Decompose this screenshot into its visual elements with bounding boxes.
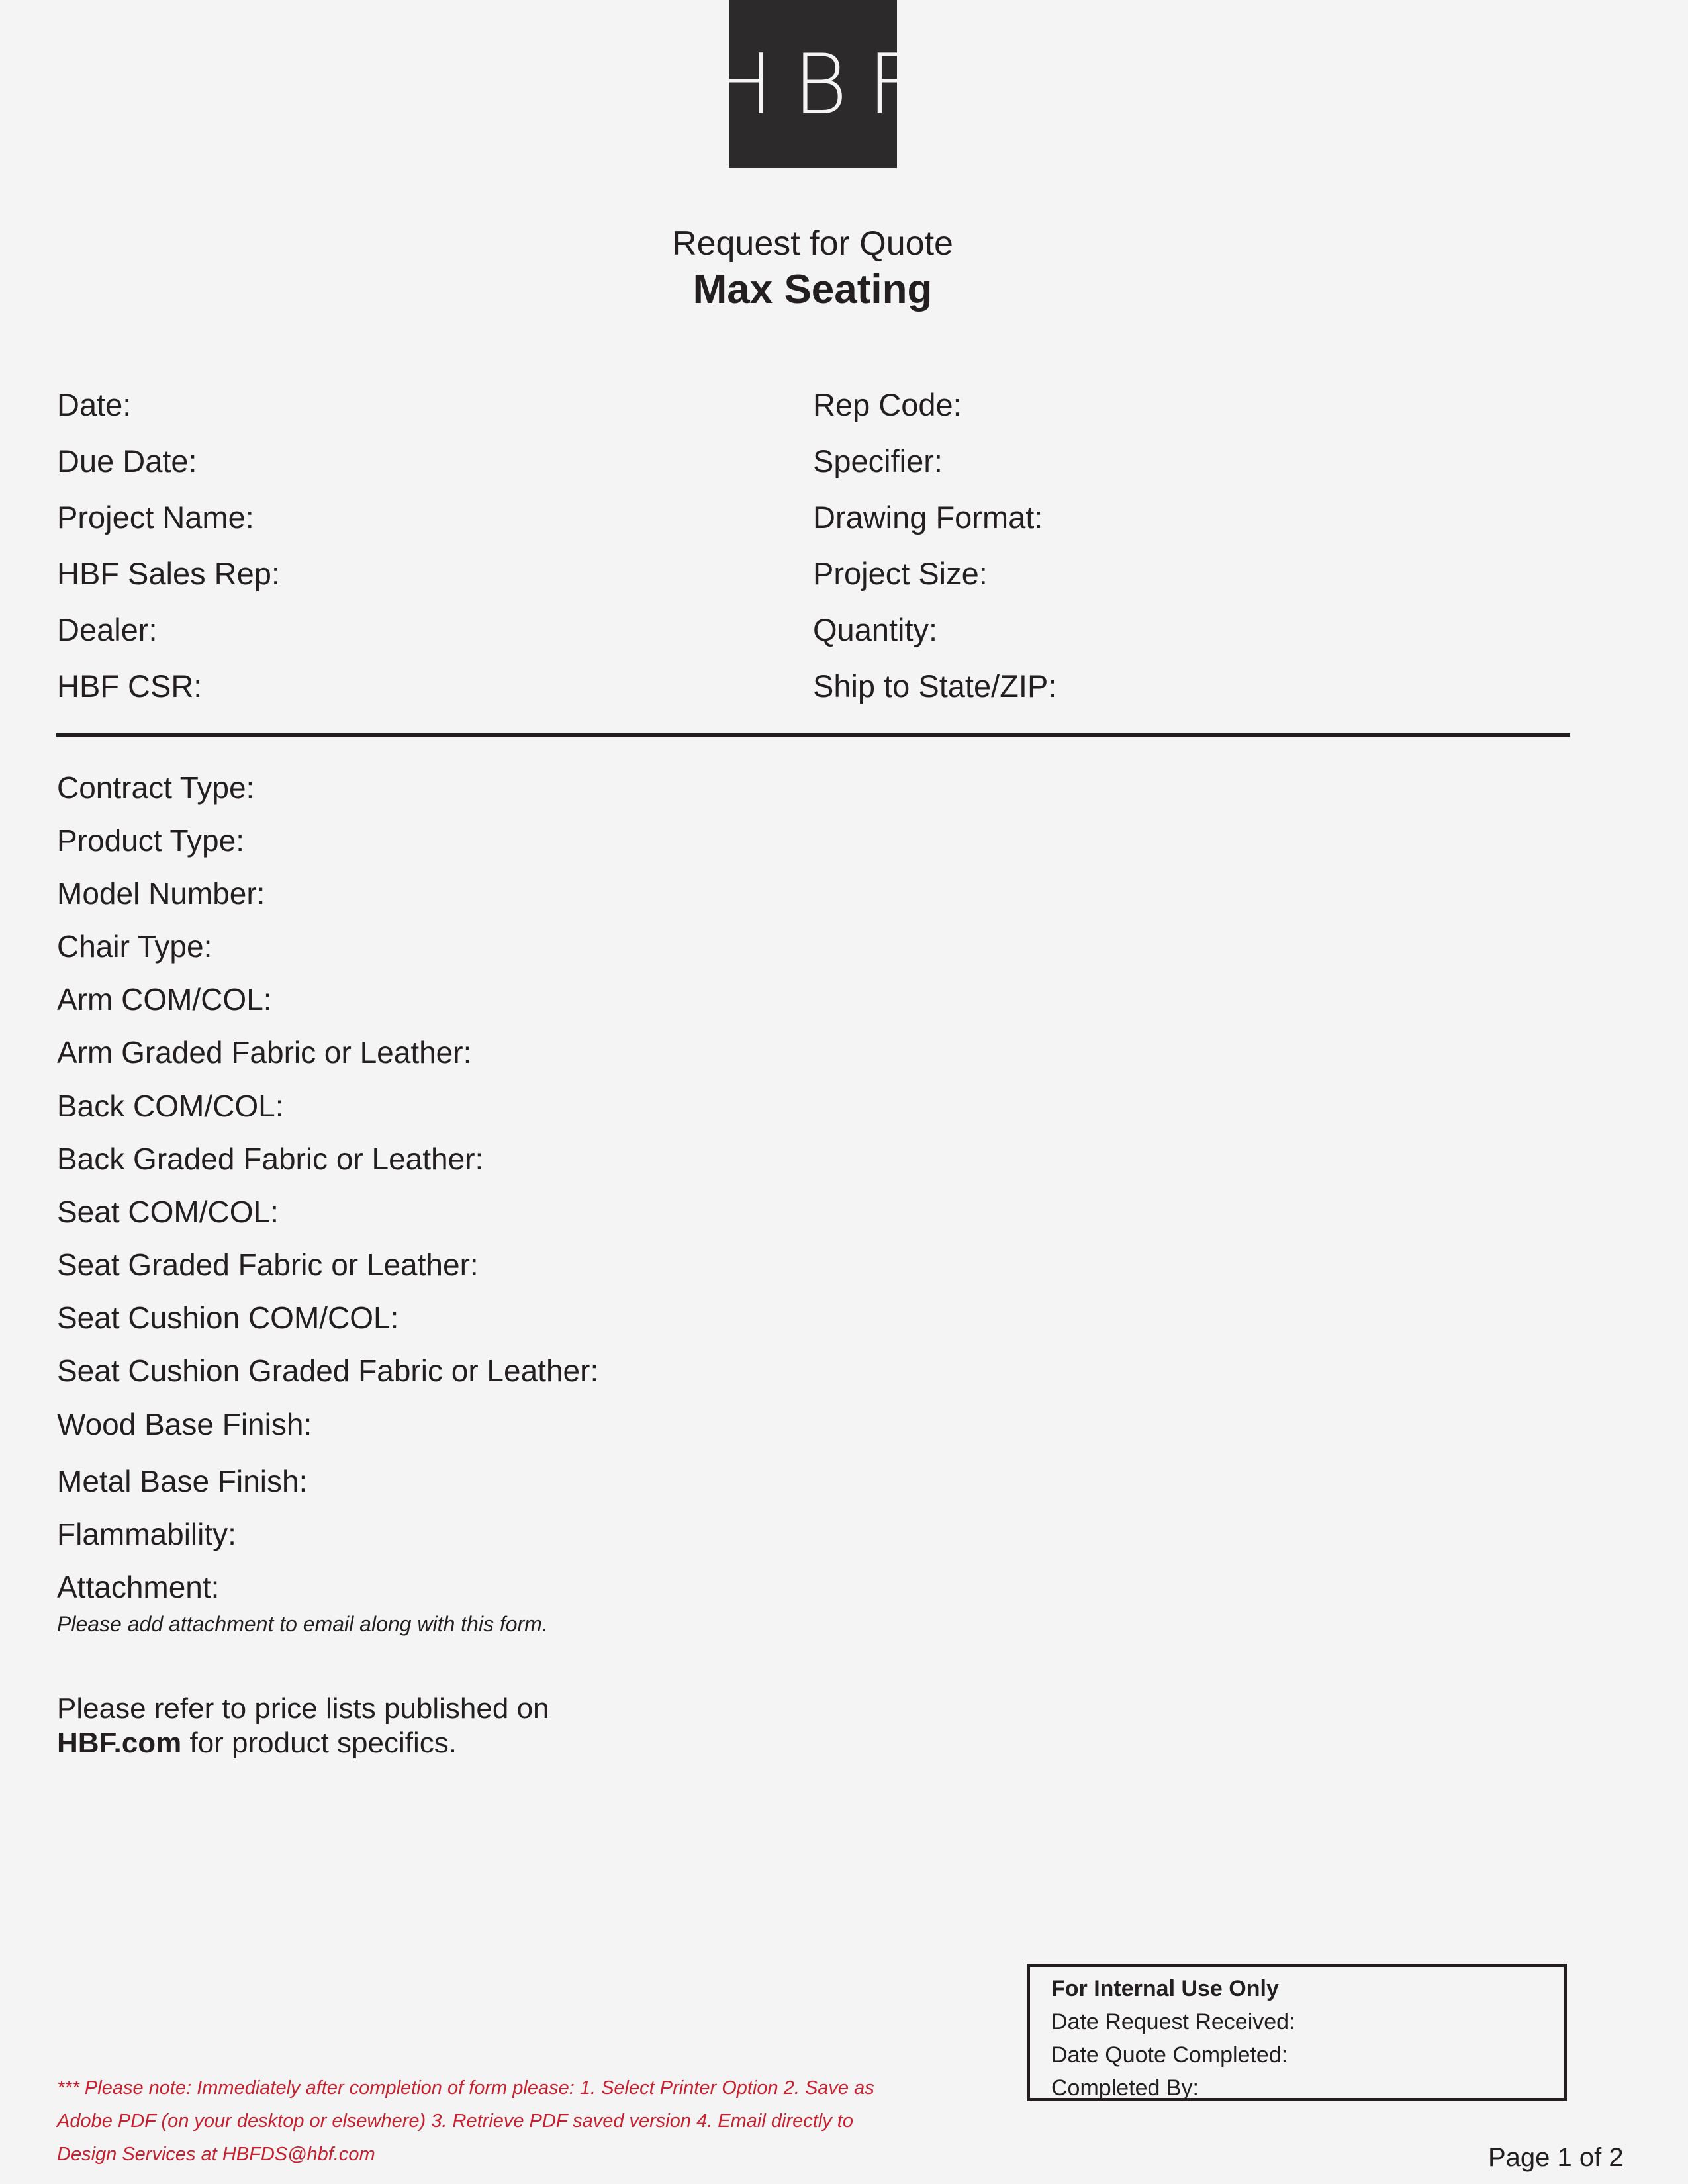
field-seat-cushion-com-col[interactable]: Seat Cushion COM/COL:: [57, 1300, 399, 1335]
attachment-note: Please add attachment to email along with this form.: [57, 1612, 548, 1636]
field-wood-base-finish[interactable]: Wood Base Finish:: [57, 1407, 312, 1441]
hbf-logo: HBF: [729, 0, 897, 168]
price-list-reference: [57, 1692, 549, 1760]
field-arm-com-col[interactable]: Arm COM/COL:: [57, 982, 272, 1017]
refer-line-2: [57, 1726, 549, 1760]
submission-instructions: *** Please note: Immediately after completion of form please: 1. Select Printer Option 2. Save as Adobe PDF (on your desktop or elsewhere) 3. Retrieve PDF saved version 4. Email directly to Design Services at HBFDS@hbf.com: [57, 2077, 874, 2165]
field-model-number[interactable]: Model Number:: [57, 876, 265, 911]
field-ship-to-state-zip[interactable]: Ship to State/ZIP:: [813, 668, 1057, 704]
field-hbf-csr[interactable]: HBF CSR:: [57, 668, 203, 704]
hbf-com-link[interactable]: HBF.com: [57, 1727, 182, 1759]
field-specifier[interactable]: Specifier:: [813, 443, 943, 478]
field-date[interactable]: Date:: [57, 387, 132, 422]
field-attachment[interactable]: Attachment:: [57, 1570, 220, 1604]
field-seat-com-col[interactable]: Seat COM/COL:: [57, 1195, 279, 1229]
field-flammability[interactable]: Flammability:: [57, 1517, 236, 1551]
field-quantity[interactable]: Quantity:: [813, 612, 938, 647]
field-chair-type[interactable]: Chair Type:: [57, 929, 212, 964]
field-rep-code[interactable]: Rep Code:: [813, 387, 962, 422]
internal-completed-by[interactable]: Completed By:: [1051, 2075, 1199, 2101]
internal-date-request-received[interactable]: Date Request Received:: [1051, 2009, 1295, 2034]
form-subtitle: Request for Quote: [672, 224, 953, 263]
field-back-com-col[interactable]: Back COM/COL:: [57, 1089, 284, 1123]
field-arm-graded-fabric[interactable]: Arm Graded Fabric or Leather:: [57, 1035, 472, 1069]
field-product-type[interactable]: Product Type:: [57, 823, 244, 858]
refer-line-2-text: for product specifics.: [181, 1727, 457, 1759]
field-seat-cushion-graded-fabric[interactable]: Seat Cushion Graded Fabric or Leather:: [57, 1353, 599, 1388]
field-hbf-sales-rep[interactable]: HBF Sales Rep:: [57, 556, 280, 591]
field-drawing-format[interactable]: Drawing Format:: [813, 500, 1043, 535]
form-title: Max Seating: [692, 267, 933, 312]
refer-line-1: Please refer to price lists published on: [57, 1692, 549, 1725]
field-project-size[interactable]: Project Size:: [813, 556, 988, 591]
internal-use-header: For Internal Use Only: [1051, 1976, 1279, 2001]
field-back-graded-fabric[interactable]: Back Graded Fabric or Leather:: [57, 1142, 484, 1176]
field-due-date[interactable]: Due Date:: [57, 443, 197, 478]
field-project-name[interactable]: Project Name:: [57, 500, 254, 535]
page-number: Page 1 of 2: [1488, 2143, 1624, 2172]
field-seat-graded-fabric[interactable]: Seat Graded Fabric or Leather:: [57, 1248, 479, 1282]
internal-use-box: [1027, 1964, 1567, 2101]
field-dealer[interactable]: Dealer:: [57, 612, 158, 647]
field-contract-type[interactable]: Contract Type:: [57, 770, 255, 805]
field-metal-base-finish[interactable]: Metal Base Finish:: [57, 1464, 308, 1498]
internal-date-quote-completed[interactable]: Date Quote Completed:: [1051, 2042, 1288, 2068]
section-divider: [56, 733, 1570, 737]
